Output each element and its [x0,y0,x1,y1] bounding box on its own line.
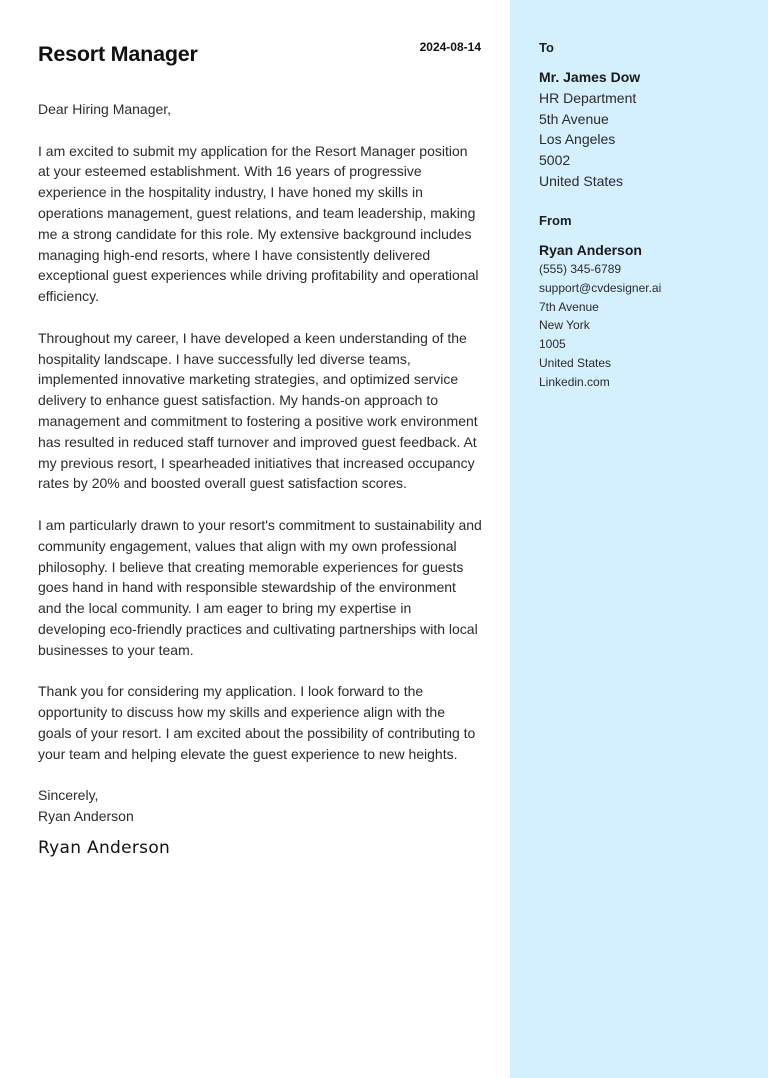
recipient-label: To [539,40,554,55]
closing-block [38,785,482,827]
recipient-zip: 5002 [539,152,571,169]
closing-phrase: Sincerely, [38,787,99,804]
sender-street: 7th Avenue [539,299,599,314]
paragraph-experience: Throughout my career, I have developed a keen understanding of the hospitality landscape. I have successfully led diverse teams, implemented innovative marketing strategies, and optimized service delivery to enhance guest satisfaction. My hands-on approach to management and commitment to fostering a positive work environment has resulted in reduced staff turnover and improved guest feedback. At my previous resort, I spearheaded initiatives that increased occupancy rates by 20% and boosted overall guest satisfaction scores. [38,329,478,492]
recipient-country: United States [539,172,624,189]
sender-label: From [539,213,572,228]
sender-name: Ryan Anderson [539,242,642,258]
sender-city: New York [539,318,590,333]
paragraph-intro: I am excited to submit my application for the Resort Manager position at your esteemed establishment. With 16 years of progressive experience in the hospitality industry, I have honed my skills in operations management, guest relations, and team leadership, making me a strong candidate for this role. My extensive background includes managing high-end resorts, where I have consistently delivered exceptional guest experiences while driving profitability and operational efficiency. [38,142,479,305]
sender-zip: 1005 [539,337,566,352]
sender-website[interactable]: Linkedin.com [539,374,610,389]
closing-name: Ryan Anderson [38,808,134,825]
sender-country: United States [539,355,612,370]
sender-phone: (555) 345-6789 [539,262,622,276]
recipient-city: Los Angeles [539,131,616,148]
document-title: Resort Manager [38,42,198,66]
sender-email[interactable]: support@cvdesigner.ai [539,280,662,295]
paragraph-closing: Thank you for considering my application. I look forward to the opportunity to discuss how my skills and experience align with the goals of your resort. I am excited about the possibility of contributing to your team and helping elevate the guest experience to new heights. [38,683,476,762]
recipient-block [539,67,759,192]
letter-body [38,99,482,859]
recipient-department: HR Department [539,89,637,106]
salutation: Dear Hiring Manager, [38,101,172,117]
recipient-name: Mr. James Dow [539,69,641,85]
recipient-street: 5th Avenue [539,110,609,127]
signature: Ryan Anderson [38,837,171,858]
letter-date: 2024-08-14 [419,40,481,54]
paragraph-values: I am particularly drawn to your resort's commitment to sustainability and community engagement, values that align with my own professional philosophy. I believe that creating memorable experiences for guests goes hand in hand with responsible stewardship of the environment and the local community. I am eager to bring my expertise in developing eco-friendly practices and cultivating partnerships with local businesses to your team. [38,516,482,658]
sender-block [539,240,759,392]
